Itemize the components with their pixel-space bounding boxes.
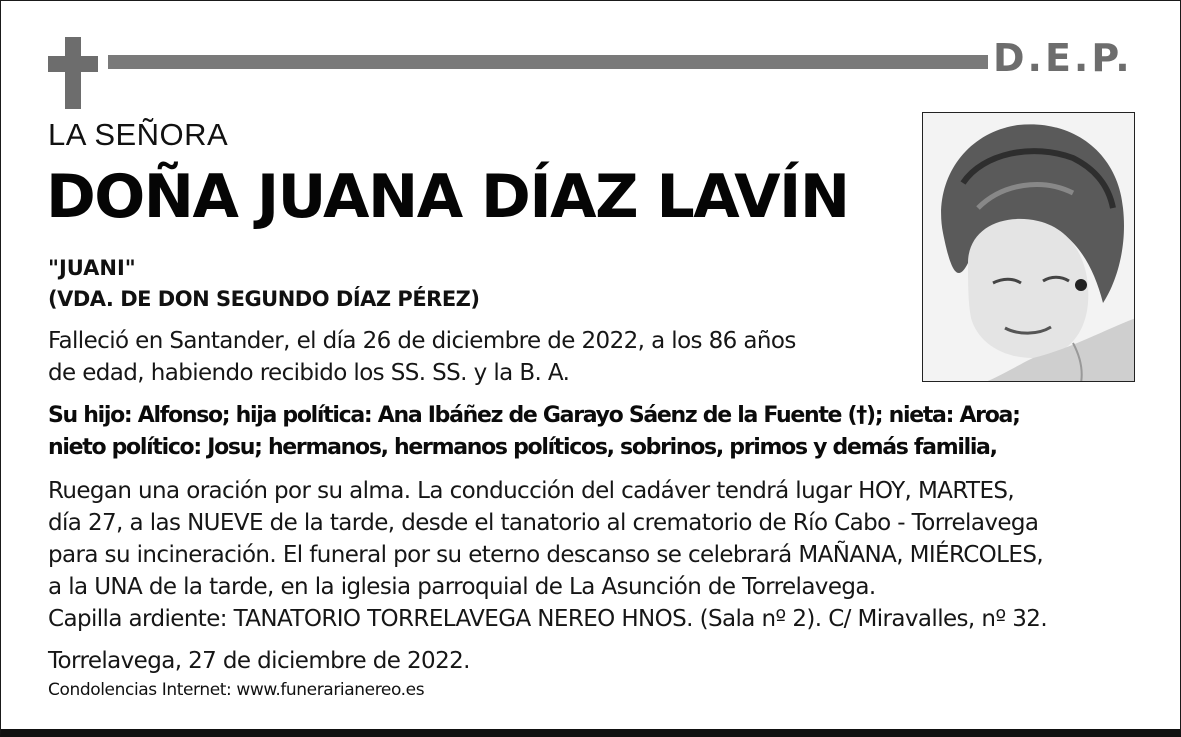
ceremony-line-4: a la UNA de la tarde, en la iglesia parroquial de La Asunción de Torrelavega. xyxy=(48,574,876,600)
portrait-photo xyxy=(922,112,1135,382)
header-rule xyxy=(108,55,988,69)
nickname: "JUANI" xyxy=(48,256,136,280)
cross-icon xyxy=(48,37,98,109)
condolences-link[interactable]: Condolencias Internet: www.funerarianereo.es xyxy=(48,680,425,700)
family-line-1: Su hijo: Alfonso; hija política: Ana Ibáñez de Garayo Sáenz de la Fuente (†); nieta: Aroa; xyxy=(48,403,1020,428)
death-notice-line-1: Falleció en Santander, el día 26 de diciembre de 2022, a los 86 años xyxy=(48,328,796,354)
honorific-title: LA SEÑORA xyxy=(48,117,229,152)
widow-of: (VDA. DE DON SEGUNDO DÍAZ PÉREZ) xyxy=(48,287,480,311)
ceremony-line-2: día 27, a las NUEVE de la tarde, desde el tanatorio al crematorio de Río Cabo - Torrelavega xyxy=(48,510,1039,536)
death-notice-line-2: de edad, habiendo recibido los SS. SS. y la B. A. xyxy=(48,360,570,386)
deceased-name: DOÑA JUANA DÍAZ LAVÍN xyxy=(46,162,849,232)
ceremony-line-3: para su incineración. El funeral por su eterno descanso se celebrará MAÑANA, MIÉRCOLES, xyxy=(48,542,1044,568)
ceremony-line-1: Ruegan una oración por su alma. La conducción del cadáver tendrá lugar HOY, MARTES, xyxy=(48,478,1015,504)
dep-label: D.E.P. xyxy=(993,36,1133,80)
place-date: Torrelavega, 27 de diciembre de 2022. xyxy=(48,648,470,674)
family-line-2: nieto político: Josu; hermanos, hermanos políticos, sobrinos, primos y demás familia, xyxy=(48,435,997,460)
ceremony-line-5: Capilla ardiente: TANATORIO TORRELAVEGA NEREO HNOS. (Sala nº 2). C/ Miravalles, nº 32. xyxy=(48,606,1048,632)
